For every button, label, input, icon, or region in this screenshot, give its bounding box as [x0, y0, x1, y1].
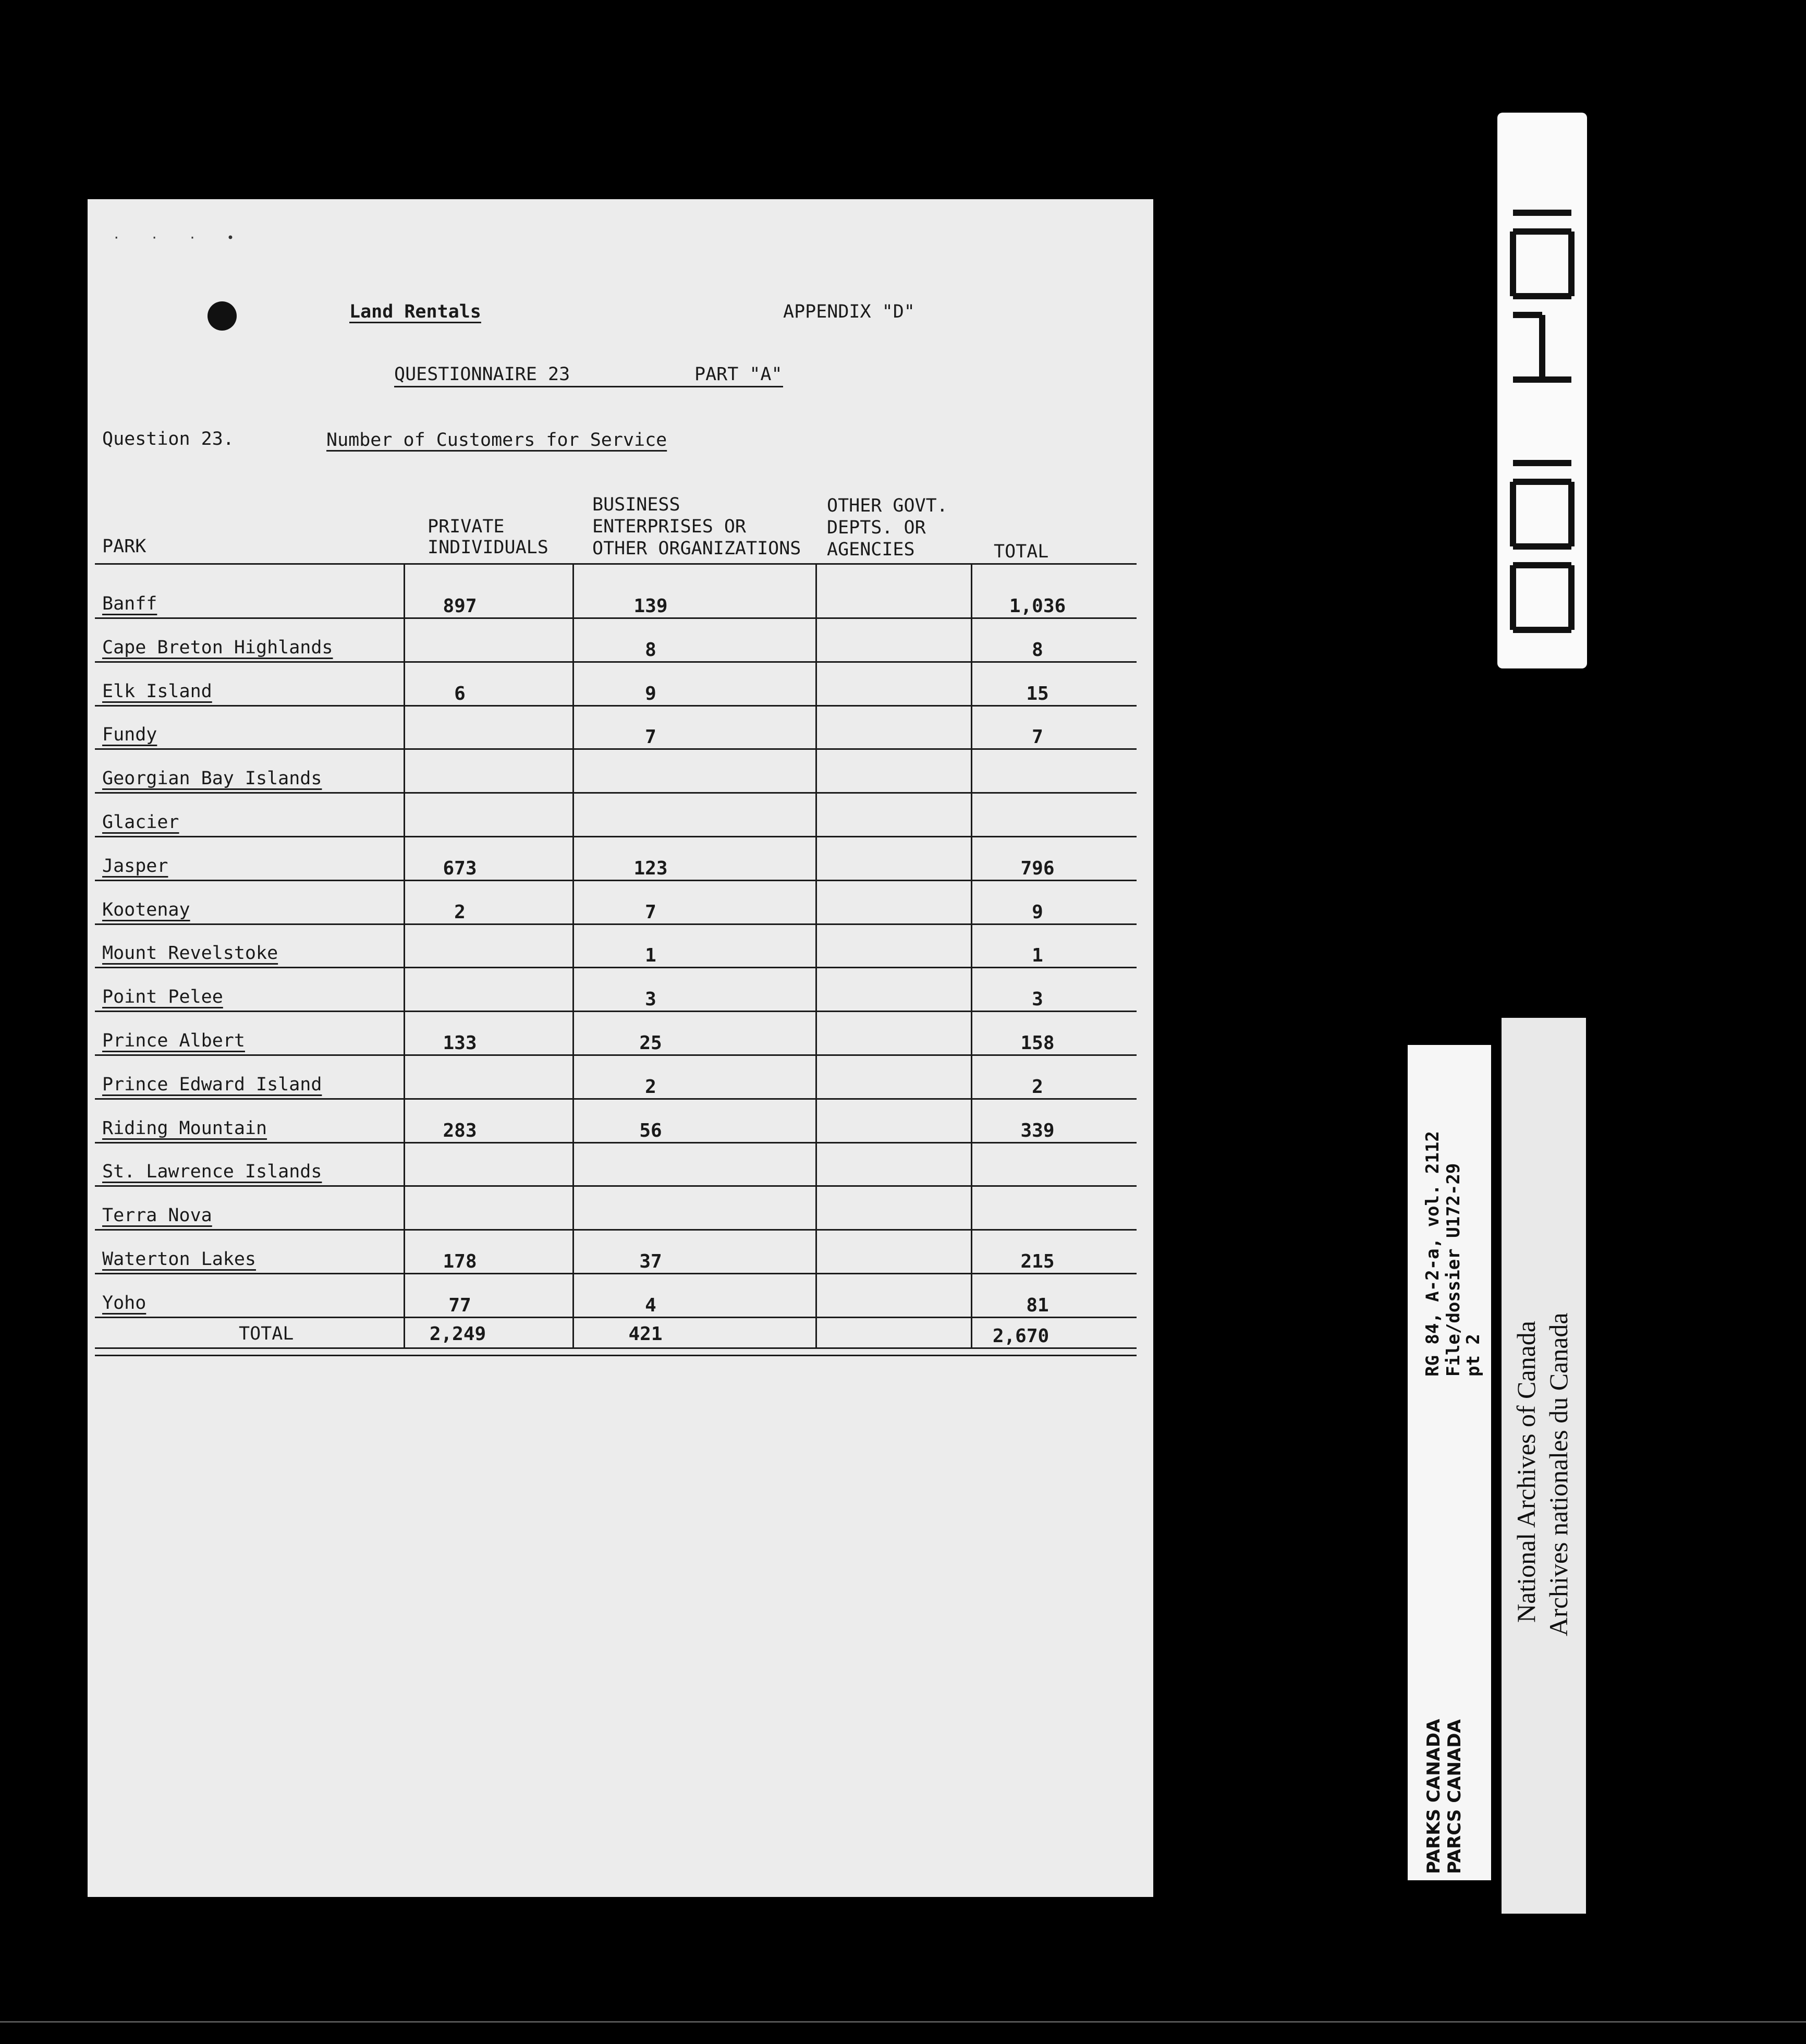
cell-total: 15: [1026, 683, 1049, 704]
column-divider-business: [572, 564, 574, 1347]
film-edge-rule: [0, 2021, 1806, 2023]
row-rule: [95, 880, 1137, 881]
cell-total: 1: [1032, 945, 1043, 967]
cell-private: 77: [448, 1294, 471, 1316]
cell-business: 7: [645, 726, 656, 748]
cell-business: 139: [633, 595, 668, 617]
agency-line-2: PARCS CANADA: [1444, 1719, 1465, 1874]
park-name: Banff: [102, 593, 157, 614]
park-name: Mount Revelstoke: [102, 943, 278, 964]
reference-card: [1408, 1045, 1491, 1880]
total-row-total: 2,670: [992, 1325, 1050, 1347]
cell-total: 3: [1032, 989, 1043, 1011]
column-divider-private: [404, 564, 405, 1347]
agency-line-1: PARKS CANADA: [1423, 1719, 1444, 1874]
cell-total: 2: [1032, 1076, 1043, 1098]
cell-business: 56: [639, 1120, 662, 1141]
cell-private: 133: [443, 1032, 477, 1054]
archives-label-strip: [1502, 1018, 1586, 1914]
row-rule: [95, 967, 1137, 968]
park-name: Yoho: [102, 1292, 147, 1313]
total-row-business: 421: [628, 1323, 663, 1345]
header-govt-2: DEPTS. OR: [827, 517, 926, 538]
table-bottom-rule-1: [95, 1347, 1137, 1349]
paper-specks: · · · •: [113, 230, 246, 245]
row-rule: [95, 792, 1137, 794]
row-rule: [95, 1273, 1137, 1274]
cell-private: 6: [454, 683, 466, 704]
park-name: Georgian Bay Islands: [102, 768, 322, 789]
header-private-2: INDIVIDUALS: [428, 537, 548, 558]
cell-business: 1: [645, 945, 656, 967]
park-name: Prince Edward Island: [102, 1074, 322, 1095]
cell-business: 8: [645, 639, 656, 661]
cell-business: 7: [645, 901, 656, 923]
document-page: [88, 199, 1153, 1897]
cell-total: 158: [1020, 1032, 1055, 1054]
land-rentals-heading: Land Rentals: [349, 301, 481, 322]
park-name: St. Lawrence Islands: [102, 1161, 322, 1183]
row-rule: [95, 923, 1137, 925]
cell-business: 123: [633, 857, 668, 879]
cell-private: 283: [443, 1120, 477, 1141]
park-name: Point Pelee: [102, 987, 223, 1008]
customers-table: [88, 199, 1153, 1897]
frame-number-digits: [1497, 113, 1587, 668]
row-rule: [95, 705, 1137, 707]
row-rule: [95, 1054, 1137, 1056]
header-total: TOTAL: [994, 541, 1049, 562]
cell-private: 2: [454, 901, 466, 923]
header-business-1: BUSINESS: [592, 494, 680, 515]
cell-business: 9: [645, 683, 656, 704]
header-park: PARK: [102, 536, 147, 557]
column-divider-govt: [815, 564, 817, 1347]
cell-business: 25: [639, 1032, 662, 1054]
header-govt-3: AGENCIES: [827, 539, 915, 560]
park-name: Jasper: [102, 855, 168, 877]
row-rule: [95, 1229, 1137, 1231]
reference-line-1: RG 84, A-2-a, vol. 2112: [1422, 1131, 1443, 1377]
cell-total: 796: [1020, 857, 1055, 879]
park-name: Waterton Lakes: [102, 1249, 257, 1270]
header-private-1: PRIVATE: [428, 516, 505, 537]
row-rule: [95, 1098, 1137, 1100]
row-rule: [95, 1185, 1137, 1187]
park-name: Glacier: [102, 812, 179, 833]
row-rule: [95, 836, 1137, 837]
cell-business: 4: [645, 1294, 656, 1316]
header-business-3: OTHER ORGANIZATIONS: [592, 538, 801, 559]
park-name: Fundy: [102, 724, 157, 746]
cell-private: 897: [443, 595, 477, 617]
cell-total: 215: [1020, 1251, 1055, 1272]
part-label: PART "A": [694, 364, 783, 385]
total-row-label: TOTAL: [239, 1323, 294, 1344]
reference-line-2: File/dossier U172-29: [1443, 1163, 1464, 1377]
table-bottom-rule-2: [95, 1355, 1137, 1356]
park-name: Riding Mountain: [102, 1117, 267, 1139]
cell-total: 1,036: [1009, 595, 1066, 617]
row-rule: [95, 661, 1137, 663]
cell-business: 37: [639, 1251, 662, 1272]
question-title: Number of Customers for Service: [326, 430, 667, 451]
cell-business: 3: [645, 989, 656, 1011]
cell-private: 178: [443, 1251, 477, 1272]
appendix-label: APPENDIX "D": [783, 301, 915, 322]
reference-line-3: pt 2: [1463, 1334, 1484, 1377]
cell-total: 339: [1020, 1120, 1055, 1141]
cell-business: 2: [645, 1076, 656, 1098]
frame-number-tab: [1497, 113, 1587, 668]
row-rule: [95, 1317, 1137, 1318]
cell-total: 7: [1032, 726, 1043, 748]
total-row-private: 2,249: [429, 1323, 486, 1345]
park-name: Prince Albert: [102, 1030, 245, 1051]
question-number: Question 23.: [102, 429, 234, 449]
row-rule: [95, 748, 1137, 750]
row-rule: [95, 617, 1137, 619]
cell-total: 81: [1026, 1294, 1049, 1316]
questionnaire-label: QUESTIONNAIRE 23: [394, 364, 570, 385]
header-govt-1: OTHER GOVT.: [827, 495, 948, 516]
cell-private: 673: [443, 857, 477, 879]
cell-total: 8: [1032, 639, 1043, 661]
header-business-2: ENTERPRISES OR: [592, 516, 747, 537]
park-name: Terra Nova: [102, 1205, 212, 1226]
park-name: Kootenay: [102, 899, 190, 920]
park-name: Elk Island: [102, 680, 212, 702]
cell-total: 9: [1032, 901, 1043, 923]
archives-english: National Archives of Canada: [1511, 1321, 1541, 1623]
column-divider-total: [971, 564, 972, 1347]
row-rule: [95, 1011, 1137, 1012]
header-rule: [95, 563, 1137, 565]
park-name: Cape Breton Highlands: [102, 637, 333, 658]
archives-french: Archives nationales du Canada: [1544, 1312, 1573, 1636]
row-rule: [95, 1142, 1137, 1143]
